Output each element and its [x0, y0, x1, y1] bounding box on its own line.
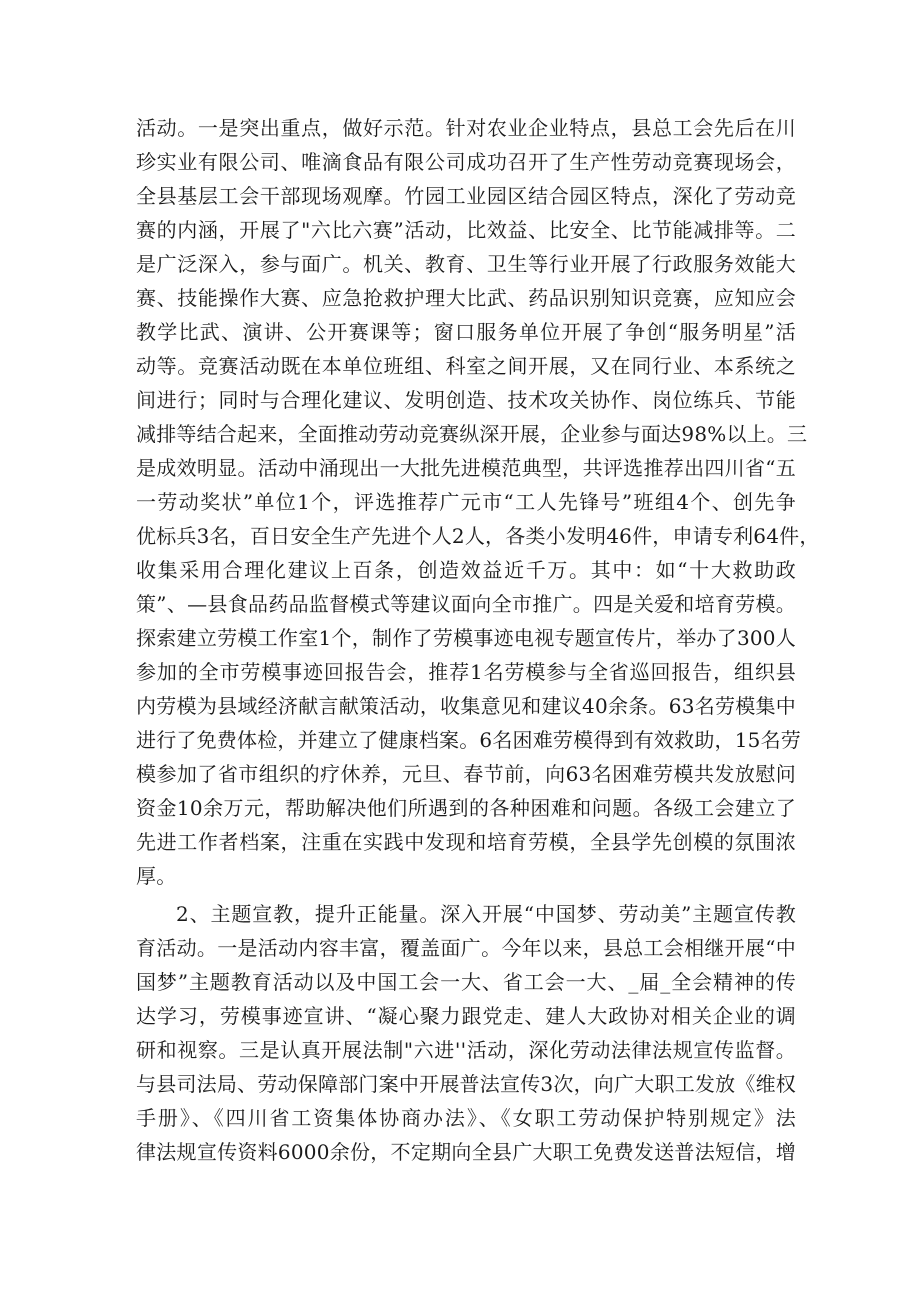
text-line: 律法规宣传资料6000余份，不定期向全县广大职工免费发送普法短信，增 [136, 1140, 796, 1164]
text-line: 手册》、《四川省工资集体协商办法》、《女职工劳动保护特别规定》法 [136, 1106, 796, 1130]
text-line: 厚。 [136, 864, 177, 888]
text-line: 活动。一是突出重点，做好示范。针对农业企业特点，县总工会先后在川 [136, 116, 796, 140]
text-line: 是广泛深入，参与面广。机关、教育、卫生等行业开展了行政服务效能大 [136, 252, 796, 276]
text-line: 动等。竞赛活动既在本单位班组、科室之间开展，又在同行业、本系统之 [136, 354, 796, 378]
text-line: 研和视察。三是认真开展法制"六进''活动，深化劳动法律法规宣传监督。 [136, 1038, 796, 1062]
paragraph-heading-line: 2、主题宣教，提升正能量。深入开展“中国梦、劳动美”主题宣传教 [176, 902, 796, 926]
text-line: 赛、技能操作大赛、应急抢救护理大比武、药品识别知识竞赛，应知应会 [136, 286, 796, 310]
text-line: 珍实业有限公司、唯滴食品有限公司成功召开了生产性劳动竞赛现场会， [136, 150, 796, 174]
text-line: 间进行；同时与合理化建议、发明创造、技术攻关协作、岗位练兵、节能 [136, 388, 796, 412]
text-line: 进行了免费体检，并建立了健康档案。6名困难劳模得到有效救助，15名劳 [136, 728, 801, 752]
text-line: 模参加了省市组织的疗休养，元旦、春节前，向63名困难劳模共发放慰问 [136, 762, 796, 786]
text-line: 内劳模为县域经济献言献策活动，收集意见和建议40余条。63名劳模集中 [136, 694, 796, 718]
text-line: 全县基层工会干部现场观摩。竹园工业园区结合园区特点，深化了劳动竞 [136, 184, 796, 208]
text-line: 策”、—县食品药品监督模式等建议面向全市推广。四是关爱和培育劳模。 [136, 592, 796, 616]
text-line: 参加的全市劳模事迹回报告会，推荐1名劳模参与全省巡回报告，组织县 [136, 660, 796, 684]
text-line: 赛的内涵，开展了"六比六赛”活动，比效益、比安全、比节能减排等。二 [136, 218, 796, 242]
text-line: 与县司法局、劳动保障部门案中开展普法宣传3次，向广大职工发放《维权 [136, 1072, 796, 1096]
text-line: 探索建立劳模工作室1个，制作了劳模事迹电视专题宣传片，举办了300人 [136, 626, 796, 650]
text-line: 国梦”主题教育活动以及中国工会一大、省工会一大、_届_全会精神的传 [136, 970, 796, 994]
text-line: 一劳动奖状”单位1个，评选推荐广元市“工人先锋号”班组4个、创先争 [136, 490, 796, 514]
text-line: 达学习，劳模事迹宣讲、“凝心聚力跟党走、建人大政协对相关企业的调 [136, 1004, 796, 1028]
text-line: 资金10余万元，帮助解决他们所遇到的各种困难和问题。各级工会建立了 [136, 796, 796, 820]
text-line: 教学比武、演讲、公开赛课等；窗口服务单位开展了争创“服务明星”活 [136, 320, 796, 344]
text-line: 育活动。一是活动内容丰富，覆盖面广。今年以来，县总工会相继开展“中 [136, 936, 796, 960]
text-line: 优标兵3名，百日安全生产先进个人2人，各类小发明46件，申请专利64件， [136, 524, 820, 548]
text-line: 是成效明显。活动中涌现出一大批先进模范典型，共评选推荐出四川省“五 [136, 456, 796, 480]
text-line: 先进工作者档案，注重在实践中发现和培育劳模，全县学先创模的氛围浓 [136, 830, 796, 854]
text-line: 收集采用合理化建议上百条，创造效益近千万。其中：如“十大救助政 [136, 558, 796, 582]
text-line: 减排等结合起来，全面推动劳动竞赛纵深开展，企业参与面达98%以上。三 [136, 422, 808, 446]
